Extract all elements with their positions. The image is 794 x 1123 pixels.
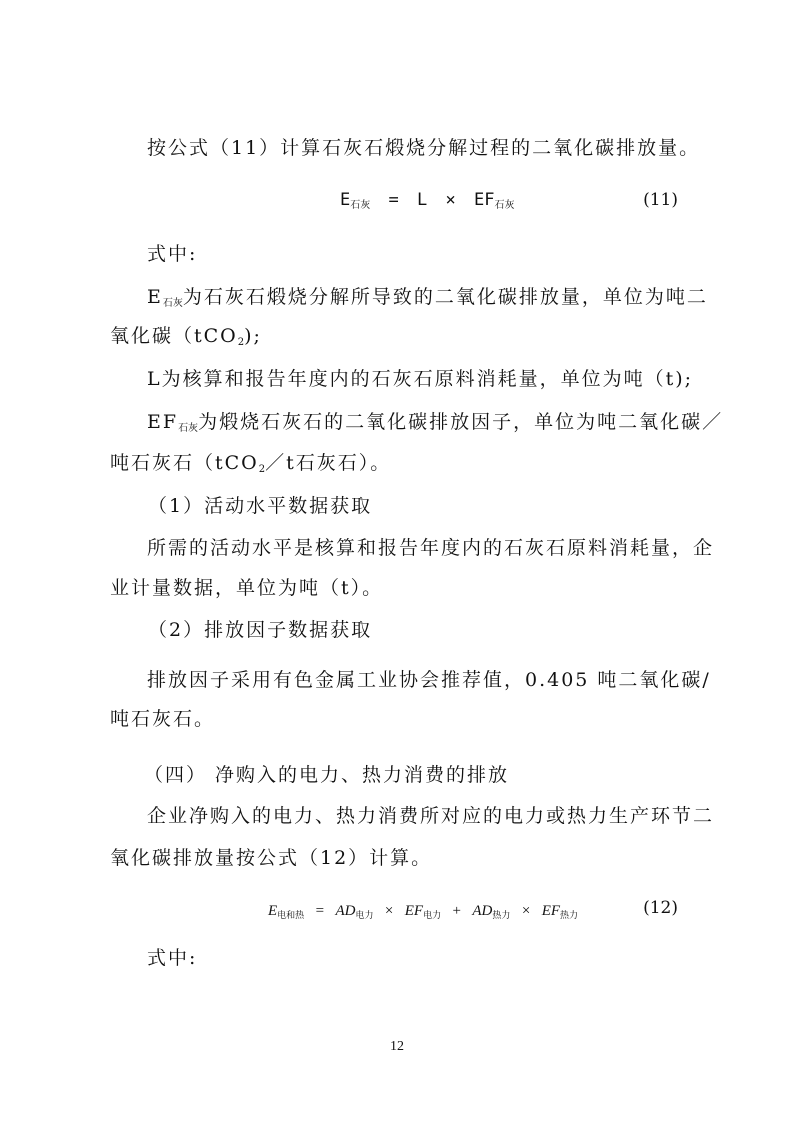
activity-paragraph-line2: 业计量数据，单位为吨（t）。 xyxy=(110,577,384,599)
formula-11-ef: EF xyxy=(474,190,495,210)
e-definition-line2 xyxy=(110,324,794,355)
e-definition-sub: 石灰 xyxy=(162,298,183,309)
formula-12-ad-electricity-sub: 电力 xyxy=(355,911,374,921)
formula-12-lhs-sub: 电和热 xyxy=(277,911,305,921)
formula-12-lhs: E xyxy=(268,903,278,919)
ef-definition-sub: 石灰 xyxy=(178,423,199,434)
formula-12-ad-heat: AD xyxy=(472,903,493,919)
formula-11-number: (11) xyxy=(643,190,678,210)
formula-12-ef-electricity-sub: 电力 xyxy=(423,911,442,921)
ef-definition-unit-sub: 2 xyxy=(258,464,266,475)
formula-12-times-1: × xyxy=(384,903,394,919)
where-label-1: 式中: xyxy=(147,243,198,265)
activity-paragraph-line1: 所需的活动水平是核算和报告年度内的石灰石原料消耗量，企 xyxy=(147,537,715,559)
formula-12-number: (12) xyxy=(643,898,678,918)
formula-11-equals: = xyxy=(388,190,399,210)
formula-11 xyxy=(340,188,514,218)
formula-11-l: L xyxy=(417,190,428,210)
factor-paragraph-line1: 排放因子采用有色金属工业协会推荐值，0.405 吨二氧化碳/ xyxy=(147,669,711,691)
heading-emission-factor: （2）排放因子数据获取 xyxy=(148,619,373,641)
formula-12-ad-heat-sub: 热力 xyxy=(492,911,511,921)
e-definition-text: 为石灰石煅烧分解所导致的二氧化碳排放量，单位为吨二 xyxy=(182,286,708,308)
section-4-heading: （四） 净购入的电力、热力消费的排放 xyxy=(144,764,510,786)
formula-11-ef-sub: 石灰 xyxy=(494,200,515,211)
heading-activity-data: （1）活动水平数据获取 xyxy=(148,495,373,517)
formula-12-times-2: × xyxy=(521,903,531,919)
ef-definition-unit-end: ／t石灰石）。 xyxy=(265,452,392,474)
ef-definition-var: EF xyxy=(147,411,179,433)
formula-12-equals: = xyxy=(315,903,325,919)
section-4-paragraph-line1: 企业净购入的电力、热力消费所对应的电力或热力生产环节二 xyxy=(147,805,715,827)
ef-definition-unit: 吨石灰石（tCO xyxy=(110,452,259,474)
formula-intro-paragraph xyxy=(147,136,794,160)
ef-definition-line1 xyxy=(147,410,794,441)
factor-paragraph-line2: 吨石灰石。 xyxy=(110,708,216,730)
page-number: 12 xyxy=(390,1039,404,1054)
formula-12 xyxy=(268,898,578,928)
formula-11-times: × xyxy=(445,190,456,210)
where-label-2: 式中: xyxy=(147,947,198,969)
formula-11-lhs: E xyxy=(340,190,351,210)
e-definition-var: E xyxy=(147,286,163,308)
e-definition-unit-end: ); xyxy=(244,325,262,347)
formula-12-ef-heat-sub: 热力 xyxy=(560,911,579,921)
e-definition-unit-sub: 2 xyxy=(237,337,245,348)
section-4-paragraph-line2: 氧化碳排放量按公式（12）计算。 xyxy=(110,847,433,869)
formula-11-lhs-sub: 石灰 xyxy=(350,200,371,211)
e-definition-unit: 氧化碳（tCO xyxy=(110,325,238,347)
formula-12-ef-heat: EF xyxy=(541,903,561,919)
formula-12-plus: + xyxy=(452,903,461,919)
e-definition-line1 xyxy=(147,285,794,316)
ef-definition-text: 为煅烧石灰石的二氧化碳排放因子，单位为吨二氧化碳／ xyxy=(198,411,724,433)
formula-intro-text: 按公式（11）计算石灰石煅烧分解过程的二氧化碳排放量。 xyxy=(147,137,701,159)
ef-definition-line2 xyxy=(110,451,794,482)
l-definition: L为核算和报告年度内的石灰石原料消耗量，单位为吨（t); xyxy=(147,368,694,390)
formula-12-ef-electricity: EF xyxy=(404,903,424,919)
formula-12-ad-electricity: AD xyxy=(335,903,356,919)
